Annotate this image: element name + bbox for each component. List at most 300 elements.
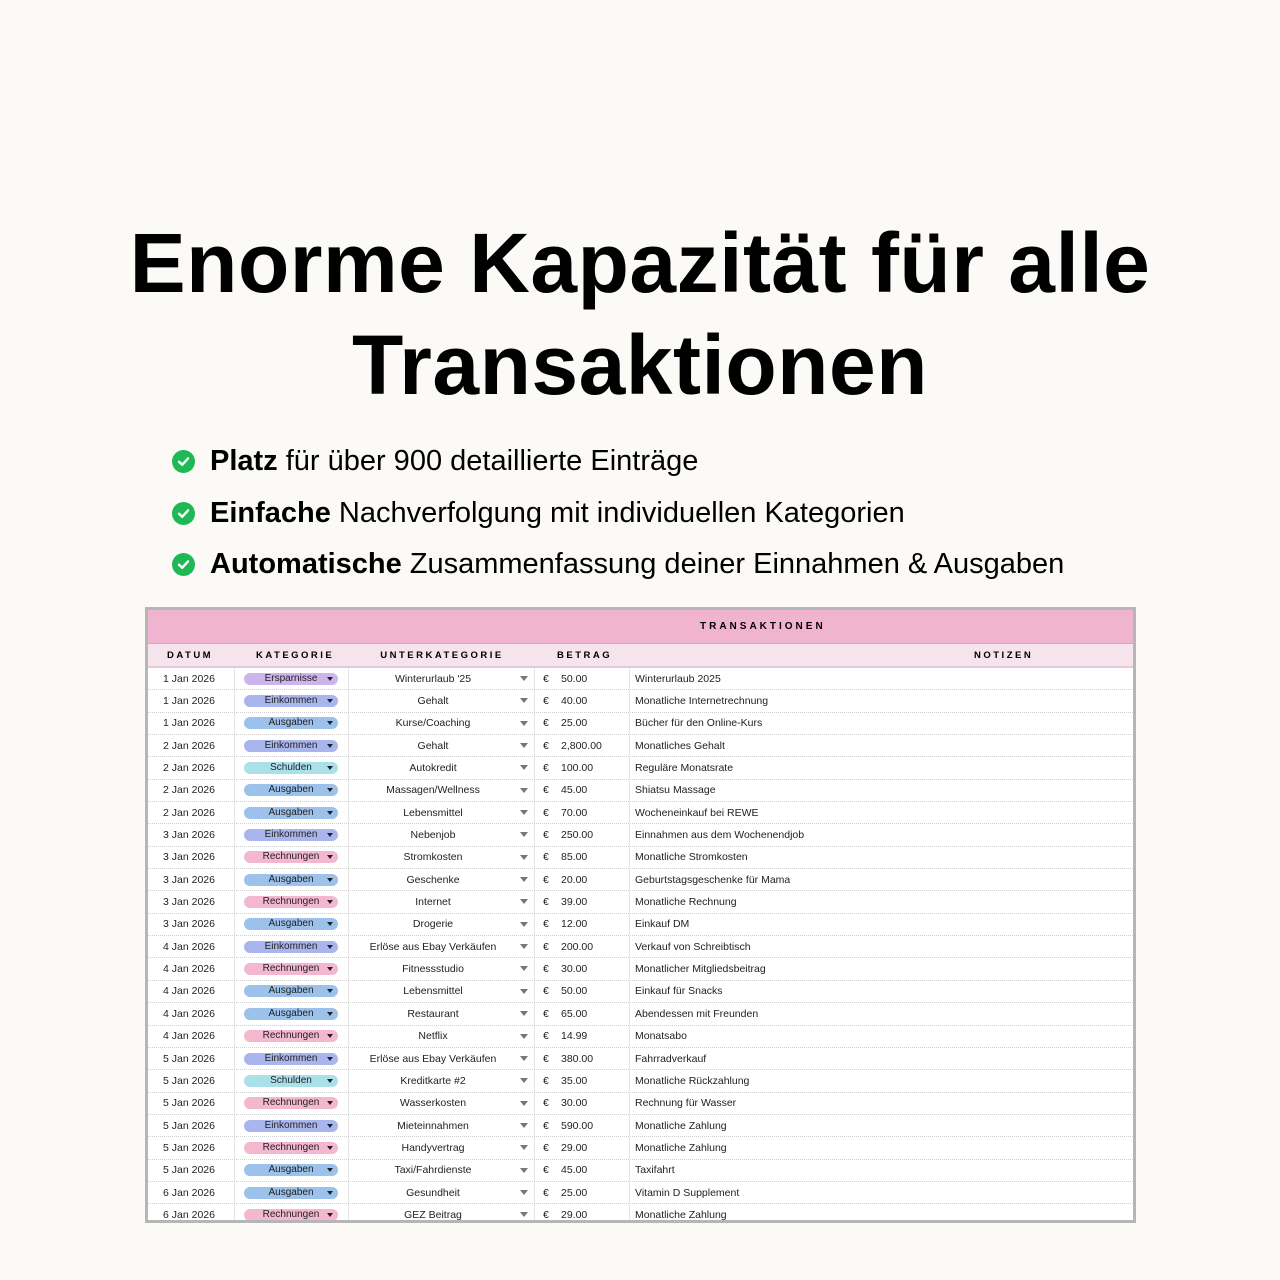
cell-subcategory[interactable] — [349, 1160, 535, 1181]
dropdown-arrow-icon[interactable] — [520, 788, 528, 793]
cell-notes[interactable] — [630, 941, 1133, 953]
dropdown-arrow-icon — [327, 967, 333, 971]
date-text: 5 Jan 2026 — [163, 1097, 215, 1110]
date-text: 2 Jan 2026 — [163, 806, 215, 819]
cell-category[interactable] — [235, 1003, 349, 1024]
cell-category[interactable] — [235, 981, 349, 1002]
cell-date[interactable] — [148, 1070, 235, 1091]
table-row — [148, 757, 1133, 779]
cell-subcategory[interactable] — [349, 1070, 535, 1091]
dropdown-arrow-icon[interactable] — [520, 989, 528, 994]
amount-text: 39.00 — [561, 896, 588, 909]
currency-symbol: € — [543, 1007, 549, 1020]
feature-bold: Platz — [210, 445, 278, 478]
cell-category[interactable] — [235, 668, 349, 689]
currency-symbol: € — [543, 896, 549, 909]
feature-item — [172, 436, 1064, 488]
cell-date[interactable] — [148, 1204, 235, 1223]
category-dropdown[interactable] — [244, 807, 338, 819]
notes-text: Monatliche Rechnung — [635, 896, 737, 909]
dropdown-arrow-icon[interactable] — [520, 765, 528, 770]
cell-date[interactable] — [148, 1182, 235, 1203]
cell-category[interactable] — [235, 1070, 349, 1091]
notes-text: Monatliche Zahlung — [635, 1208, 727, 1221]
cell-date[interactable] — [148, 735, 235, 756]
amount-text: 29.00 — [561, 1208, 588, 1221]
cell-category[interactable] — [235, 1115, 349, 1136]
subcategory-text: Netflix — [418, 1030, 448, 1043]
date-text: 3 Jan 2026 — [163, 873, 215, 886]
feature-bold: Automatische — [210, 548, 402, 581]
dropdown-arrow-icon — [327, 766, 333, 770]
date-text: 3 Jan 2026 — [163, 918, 215, 931]
cell-notes[interactable] — [630, 874, 1133, 886]
date-text: 4 Jan 2026 — [163, 1030, 215, 1043]
cell-amount[interactable] — [535, 891, 630, 912]
category-label: Ausgaben — [268, 1186, 314, 1198]
cell-amount[interactable] — [535, 713, 630, 734]
cell-notes[interactable] — [630, 807, 1133, 819]
cell-category[interactable] — [235, 847, 349, 868]
dropdown-arrow-icon — [327, 811, 333, 815]
cell-amount[interactable] — [535, 780, 630, 801]
dropdown-arrow-icon[interactable] — [520, 1168, 528, 1173]
cell-notes[interactable] — [630, 717, 1133, 729]
column-header-amount: BETRAG — [557, 649, 613, 661]
category-dropdown[interactable] — [244, 695, 338, 707]
category-label: Ausgaben — [268, 1164, 314, 1176]
table-row — [148, 1115, 1133, 1137]
category-label: Rechnungen — [262, 1030, 320, 1042]
amount-text: 25.00 — [561, 717, 588, 730]
dropdown-arrow-icon[interactable] — [520, 877, 528, 882]
category-dropdown[interactable] — [244, 717, 338, 729]
sheet-title-bar — [148, 610, 1133, 644]
cell-amount[interactable] — [535, 824, 630, 845]
dropdown-arrow-icon[interactable] — [520, 832, 528, 837]
cell-amount[interactable] — [535, 802, 630, 823]
cell-subcategory[interactable] — [349, 780, 535, 801]
cell-category[interactable] — [235, 914, 349, 935]
date-text: 4 Jan 2026 — [163, 940, 215, 953]
dropdown-arrow-icon — [327, 1101, 333, 1105]
amount-text: 250.00 — [561, 829, 594, 842]
cell-amount[interactable] — [535, 1160, 630, 1181]
category-dropdown[interactable] — [244, 740, 338, 752]
cell-date[interactable] — [148, 1026, 235, 1047]
cell-subcategory[interactable] — [349, 802, 535, 823]
date-text: 2 Jan 2026 — [163, 739, 215, 752]
dropdown-arrow-icon[interactable] — [520, 1056, 528, 1061]
cell-category[interactable] — [235, 713, 349, 734]
dropdown-arrow-icon[interactable] — [520, 855, 528, 860]
cell-category[interactable] — [235, 1048, 349, 1069]
cell-notes[interactable] — [630, 1097, 1133, 1109]
subcategory-text: Restaurant — [407, 1007, 459, 1020]
cell-date[interactable] — [148, 869, 235, 890]
category-dropdown[interactable] — [244, 963, 338, 975]
category-dropdown[interactable] — [244, 1187, 338, 1199]
table-row — [148, 891, 1133, 913]
feature-list — [172, 436, 1064, 591]
cell-notes[interactable] — [630, 1030, 1133, 1042]
cell-notes[interactable] — [630, 829, 1133, 841]
amount-text: 85.00 — [561, 851, 588, 864]
category-dropdown[interactable] — [244, 896, 338, 908]
cell-date[interactable] — [148, 780, 235, 801]
notes-text: Fahrradverkauf — [635, 1052, 707, 1065]
notes-text: Monatliches Gehalt — [635, 739, 725, 752]
currency-symbol: € — [543, 829, 549, 842]
date-text: 6 Jan 2026 — [163, 1208, 215, 1221]
cell-category[interactable] — [235, 958, 349, 979]
column-header-date: DATUM — [167, 649, 214, 661]
category-dropdown[interactable] — [244, 941, 338, 953]
notes-text: Geburtstagsgeschenke für Mama — [635, 873, 791, 886]
cell-category[interactable] — [235, 1093, 349, 1114]
cell-notes[interactable] — [630, 985, 1133, 997]
cell-subcategory[interactable] — [349, 1026, 535, 1047]
feature-item — [172, 539, 1064, 591]
transactions-sheet — [145, 607, 1136, 1223]
column-header-category: KATEGORIE — [256, 649, 335, 661]
dropdown-arrow-icon[interactable] — [520, 810, 528, 815]
cell-notes[interactable] — [630, 1120, 1133, 1132]
notes-text: Abendessen mit Freunden — [635, 1007, 759, 1020]
cell-date[interactable] — [148, 802, 235, 823]
table-row — [148, 1137, 1133, 1159]
cell-notes[interactable] — [630, 1209, 1133, 1221]
subcategory-text: Internet — [415, 896, 451, 909]
subcategory-text: Fitnessstudio — [402, 963, 464, 976]
cell-category[interactable] — [235, 735, 349, 756]
dropdown-arrow-icon[interactable] — [520, 944, 528, 949]
table-row — [148, 869, 1133, 891]
dropdown-arrow-icon — [327, 1213, 333, 1217]
subcategory-text: Wasserkosten — [399, 1097, 467, 1110]
dropdown-arrow-icon[interactable] — [520, 966, 528, 971]
cell-category[interactable] — [235, 780, 349, 801]
category-dropdown[interactable] — [244, 673, 338, 685]
currency-symbol: € — [543, 1119, 549, 1132]
cell-subcategory[interactable] — [349, 914, 535, 935]
currency-symbol: € — [543, 806, 549, 819]
currency-symbol: € — [543, 1186, 549, 1199]
amount-text: 65.00 — [561, 1007, 588, 1020]
category-dropdown[interactable] — [244, 851, 338, 863]
subcategory-text: Kreditkarte #2 — [400, 1074, 466, 1087]
category-dropdown[interactable] — [244, 918, 338, 930]
cell-amount[interactable] — [535, 1137, 630, 1158]
dropdown-arrow-icon — [327, 1146, 333, 1150]
cell-notes[interactable] — [630, 851, 1133, 863]
cell-notes[interactable] — [630, 1008, 1133, 1020]
cell-amount[interactable] — [535, 914, 630, 935]
notes-text: Wocheneinkauf bei REWE — [635, 806, 759, 819]
table-row — [148, 690, 1133, 712]
dropdown-arrow-icon — [327, 1168, 333, 1172]
cell-notes[interactable] — [630, 695, 1133, 707]
date-text: 4 Jan 2026 — [163, 1007, 215, 1020]
cell-notes[interactable] — [630, 1053, 1133, 1065]
cell-amount[interactable] — [535, 757, 630, 778]
check-circle-icon — [172, 553, 195, 576]
cell-notes[interactable] — [630, 762, 1133, 774]
notes-text: Verkauf von Schreibtisch — [635, 940, 751, 953]
table-row — [148, 668, 1133, 690]
cell-date[interactable] — [148, 891, 235, 912]
cell-date[interactable] — [148, 824, 235, 845]
subcategory-text: Massagen/Wellness — [386, 784, 480, 797]
cell-notes[interactable] — [630, 1142, 1133, 1154]
cell-date[interactable] — [148, 668, 235, 689]
category-label: Ausgaben — [268, 784, 314, 796]
cell-notes[interactable] — [630, 673, 1133, 685]
cell-amount[interactable] — [535, 847, 630, 868]
notes-text: Monatsabo — [635, 1030, 687, 1043]
cell-subcategory[interactable] — [349, 981, 535, 1002]
cell-notes[interactable] — [630, 1164, 1133, 1176]
cell-category[interactable] — [235, 802, 349, 823]
cell-category[interactable] — [235, 1137, 349, 1158]
category-label: Ausgaben — [268, 918, 314, 930]
currency-symbol: € — [543, 940, 549, 953]
notes-text: Einkauf DM — [635, 918, 690, 931]
notes-text: Rechnung für Wasser — [635, 1097, 737, 1110]
table-row — [148, 936, 1133, 958]
table-row — [148, 1204, 1133, 1223]
cell-subcategory[interactable] — [349, 668, 535, 689]
currency-symbol: € — [543, 1074, 549, 1087]
table-row — [148, 1182, 1133, 1204]
check-circle-icon — [172, 502, 195, 525]
currency-symbol: € — [543, 1208, 549, 1221]
column-header-subcategory: UNTERKATEGORIE — [380, 649, 504, 661]
cell-subcategory[interactable] — [349, 1182, 535, 1203]
notes-text: Reguläre Monatsrate — [635, 762, 734, 775]
cell-notes[interactable] — [630, 963, 1133, 975]
dropdown-arrow-icon[interactable] — [520, 1034, 528, 1039]
category-label: Einkommen — [264, 739, 318, 751]
cell-date[interactable] — [148, 690, 235, 711]
category-label: Rechnungen — [262, 1208, 320, 1220]
dropdown-arrow-icon[interactable] — [520, 1123, 528, 1128]
dropdown-arrow-icon[interactable] — [520, 1190, 528, 1195]
cell-date[interactable] — [148, 914, 235, 935]
table-row — [148, 958, 1133, 980]
dropdown-arrow-icon[interactable] — [520, 721, 528, 726]
cell-subcategory[interactable] — [349, 1204, 535, 1223]
category-label: Einkommen — [264, 940, 318, 952]
cell-notes[interactable] — [630, 1075, 1133, 1087]
cell-notes[interactable] — [630, 896, 1133, 908]
category-label: Rechnungen — [262, 851, 320, 863]
category-dropdown[interactable] — [244, 1030, 338, 1042]
dropdown-arrow-icon[interactable] — [520, 676, 528, 681]
cell-category[interactable] — [235, 824, 349, 845]
cell-amount[interactable] — [535, 690, 630, 711]
notes-text: Vitamin D Supplement — [635, 1186, 740, 1199]
cell-subcategory[interactable] — [349, 757, 535, 778]
table-row — [148, 1093, 1133, 1115]
category-dropdown[interactable] — [244, 1120, 338, 1132]
cell-category[interactable] — [235, 891, 349, 912]
dropdown-arrow-icon[interactable] — [520, 743, 528, 748]
cell-category[interactable] — [235, 1204, 349, 1223]
category-dropdown[interactable] — [244, 829, 338, 841]
cell-category[interactable] — [235, 757, 349, 778]
cell-subcategory[interactable] — [349, 824, 535, 845]
dropdown-arrow-icon[interactable] — [520, 1145, 528, 1150]
amount-text: 29.00 — [561, 1141, 588, 1154]
cell-subcategory[interactable] — [349, 713, 535, 734]
cell-notes[interactable] — [630, 1187, 1133, 1199]
sheet-title: TRANSAKTIONEN — [700, 621, 826, 632]
category-label: Rechnungen — [262, 1097, 320, 1109]
check-circle-icon — [172, 450, 195, 473]
cell-subcategory[interactable] — [349, 1048, 535, 1069]
table-row — [148, 1003, 1133, 1025]
category-dropdown[interactable] — [244, 1008, 338, 1020]
category-dropdown[interactable] — [244, 762, 338, 774]
cell-amount[interactable] — [535, 1070, 630, 1091]
cell-notes[interactable] — [630, 784, 1133, 796]
category-dropdown[interactable] — [244, 1053, 338, 1065]
category-dropdown[interactable] — [244, 1164, 338, 1176]
category-label: Schulden — [270, 762, 312, 774]
cell-date[interactable] — [148, 1115, 235, 1136]
subcategory-text: Handyvertrag — [401, 1141, 465, 1154]
cell-category[interactable] — [235, 1026, 349, 1047]
cell-subcategory[interactable] — [349, 847, 535, 868]
category-label: Ausgaben — [268, 717, 314, 729]
dropdown-arrow-icon — [327, 1034, 333, 1038]
amount-text: 50.00 — [561, 985, 588, 998]
cell-amount[interactable] — [535, 936, 630, 957]
dropdown-arrow-icon — [327, 1012, 333, 1016]
cell-subcategory[interactable] — [349, 1003, 535, 1024]
cell-subcategory[interactable] — [349, 936, 535, 957]
table-row — [148, 824, 1133, 846]
cell-notes[interactable] — [630, 918, 1133, 930]
subcategory-text: GEZ Beitrag — [404, 1208, 462, 1221]
dropdown-arrow-icon[interactable] — [520, 1212, 528, 1217]
cell-amount[interactable] — [535, 668, 630, 689]
cell-subcategory[interactable] — [349, 869, 535, 890]
cell-date[interactable] — [148, 1137, 235, 1158]
subcategory-text: Autokredit — [409, 762, 457, 775]
cell-date[interactable] — [148, 757, 235, 778]
date-text: 4 Jan 2026 — [163, 985, 215, 998]
headline-line-2: Transaktionen — [351, 318, 928, 412]
dropdown-arrow-icon[interactable] — [520, 1101, 528, 1106]
cell-amount[interactable] — [535, 1182, 630, 1203]
category-label: Schulden — [270, 1074, 312, 1086]
cell-subcategory[interactable] — [349, 891, 535, 912]
column-header-notes: NOTIZEN — [974, 649, 1034, 661]
category-dropdown[interactable] — [244, 784, 338, 796]
dropdown-arrow-icon[interactable] — [520, 698, 528, 703]
cell-amount[interactable] — [535, 1026, 630, 1047]
amount-text: 45.00 — [561, 1164, 588, 1177]
table-row — [148, 735, 1133, 757]
amount-text: 30.00 — [561, 963, 588, 976]
date-text: 5 Jan 2026 — [163, 1141, 215, 1154]
currency-symbol: € — [543, 672, 549, 685]
category-dropdown[interactable] — [244, 1142, 338, 1154]
amount-text: 40.00 — [561, 695, 588, 708]
cell-category[interactable] — [235, 936, 349, 957]
currency-symbol: € — [543, 1030, 549, 1043]
cell-amount[interactable] — [535, 869, 630, 890]
cell-date[interactable] — [148, 1048, 235, 1069]
date-text: 1 Jan 2026 — [163, 717, 215, 730]
cell-subcategory[interactable] — [349, 1115, 535, 1136]
subcategory-text: Drogerie — [412, 918, 454, 931]
cell-date[interactable] — [148, 713, 235, 734]
dropdown-arrow-icon — [327, 788, 333, 792]
cell-amount[interactable] — [535, 1048, 630, 1069]
category-dropdown[interactable] — [244, 1209, 338, 1221]
cell-subcategory[interactable] — [349, 958, 535, 979]
cell-amount[interactable] — [535, 1204, 630, 1223]
cell-amount[interactable] — [535, 735, 630, 756]
cell-amount[interactable] — [535, 1003, 630, 1024]
cell-category[interactable] — [235, 690, 349, 711]
cell-amount[interactable] — [535, 1115, 630, 1136]
category-dropdown[interactable] — [244, 1097, 338, 1109]
category-dropdown[interactable] — [244, 985, 338, 997]
dropdown-arrow-icon — [327, 1057, 333, 1061]
dropdown-arrow-icon — [327, 855, 333, 859]
subcategory-text: Kurse/Coaching — [395, 717, 471, 730]
amount-text: 35.00 — [561, 1074, 588, 1087]
category-label: Ausgaben — [268, 1007, 314, 1019]
cell-amount[interactable] — [535, 1093, 630, 1114]
cell-date[interactable] — [148, 1093, 235, 1114]
cell-category[interactable] — [235, 1160, 349, 1181]
cell-notes[interactable] — [630, 740, 1133, 752]
cell-category[interactable] — [235, 1182, 349, 1203]
category-dropdown[interactable] — [244, 1075, 338, 1087]
dropdown-arrow-icon[interactable] — [520, 1078, 528, 1083]
table-row — [148, 847, 1133, 869]
cell-subcategory[interactable] — [349, 1093, 535, 1114]
cell-subcategory[interactable] — [349, 1137, 535, 1158]
cell-date[interactable] — [148, 1003, 235, 1024]
cell-amount[interactable] — [535, 958, 630, 979]
cell-date[interactable] — [148, 958, 235, 979]
cell-subcategory[interactable] — [349, 735, 535, 756]
category-label: Ersparnisse — [264, 672, 318, 684]
cell-date[interactable] — [148, 936, 235, 957]
date-text: 4 Jan 2026 — [163, 963, 215, 976]
amount-text: 590.00 — [561, 1119, 594, 1132]
cell-date[interactable] — [148, 1160, 235, 1181]
currency-symbol: € — [543, 1164, 549, 1177]
cell-subcategory[interactable] — [349, 690, 535, 711]
cell-date[interactable] — [148, 847, 235, 868]
cell-date[interactable] — [148, 981, 235, 1002]
notes-text: Monatliche Stromkosten — [635, 851, 748, 864]
dropdown-arrow-icon — [327, 744, 333, 748]
dropdown-arrow-icon[interactable] — [520, 922, 528, 927]
cell-amount[interactable] — [535, 981, 630, 1002]
cell-category[interactable] — [235, 869, 349, 890]
category-dropdown[interactable] — [244, 874, 338, 886]
dropdown-arrow-icon[interactable] — [520, 899, 528, 904]
dropdown-arrow-icon[interactable] — [520, 1011, 528, 1016]
